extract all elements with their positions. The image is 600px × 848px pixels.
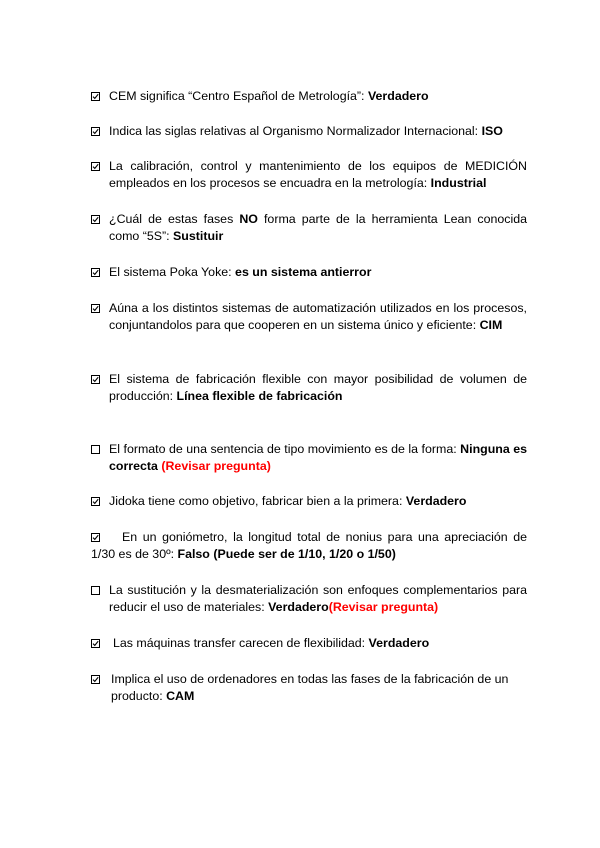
answer: Sustituir [173, 229, 224, 243]
question-item [91, 635, 527, 652]
checked-checkbox-icon [91, 215, 100, 224]
answer: Ninguna es correcta [109, 442, 528, 473]
question-text [109, 88, 527, 105]
answer: Verdadero [268, 600, 329, 614]
question-item [91, 582, 527, 616]
question-statement: Jidoka tiene como objetivo, fabricar bien a la primera: [109, 494, 406, 508]
question-statement: La calibración, control y mantenimiento de los equipos de MEDICIÓN empleados en los procesos se encuadra en la metrología: [109, 159, 527, 190]
question-text [109, 300, 527, 334]
question-statement: La sustitución y la desmaterialización son enfoques complementarios para reducir el uso de materiales: [109, 583, 527, 614]
question-item [91, 88, 527, 105]
question-statement: En un goniómetro, la longitud total de nonius para una apreciación de 1/30 es de 30º: [91, 530, 527, 561]
question-statement: Aúna a los distintos sistemas de automatización utilizados en los procesos, conjuntandolos para que cooperen en un sistema único y eficiente: [109, 301, 527, 332]
question-text [113, 635, 527, 652]
answer: Falso (Puede ser de 1/10, 1/20 o 1/50) [177, 547, 396, 561]
question-text [109, 371, 527, 405]
question-item [91, 529, 527, 563]
question-statement: Las máquinas transfer carecen de flexibilidad: [113, 636, 369, 650]
answer: ISO [481, 124, 503, 138]
question-text [109, 211, 527, 245]
checked-checkbox-icon [91, 127, 100, 136]
review-note: (Revisar pregunta) [161, 459, 271, 473]
question-item [91, 300, 527, 334]
checked-checkbox-icon [91, 375, 100, 384]
answer: Verdadero [368, 636, 430, 650]
answer: Industrial [430, 176, 487, 190]
question-item [91, 441, 527, 475]
question-statement: CEM significa “Centro Español de Metrología”: [109, 89, 368, 103]
question-statement: El sistema Poka Yoke: [109, 265, 236, 279]
question-item [91, 264, 527, 281]
question-text [91, 529, 527, 563]
question-statement: forma parte de la herramienta Lean conocida como “5S”: [109, 212, 527, 243]
checked-checkbox-icon [91, 533, 100, 542]
question-statement: Indica las siglas relativas al Organismo Normalizador Internacional: [109, 124, 482, 138]
question-item [91, 123, 527, 140]
question-statement: El sistema de fabricación flexible con mayor posibilidad de volumen de producción: [109, 372, 527, 403]
checked-checkbox-icon [91, 675, 100, 684]
question-item [91, 493, 527, 510]
question-text [109, 264, 527, 281]
review-note: (Revisar pregunta) [328, 600, 439, 614]
question-item [91, 671, 521, 705]
checked-checkbox-icon [91, 92, 100, 101]
question-statement: ¿Cuál de estas fases [109, 212, 240, 226]
unchecked-checkbox-icon [91, 445, 100, 454]
answer: Verdadero [367, 89, 429, 103]
question-item [91, 371, 527, 405]
question-item [91, 211, 527, 245]
question-text [111, 671, 521, 705]
checked-checkbox-icon [91, 268, 100, 277]
checked-checkbox-icon [91, 304, 100, 313]
question-text [109, 123, 527, 140]
question-text [109, 493, 527, 510]
answer: Verdadero [405, 494, 467, 508]
answer: CAM [166, 689, 195, 703]
emphasis: NO [239, 212, 258, 226]
question-statement: El formato de una sentencia de tipo movimiento es de la forma: [109, 442, 461, 456]
answer: es un sistema antierror [235, 265, 372, 279]
question-item [91, 158, 527, 192]
checked-checkbox-icon [91, 497, 100, 506]
question-text [109, 158, 527, 192]
unchecked-checkbox-icon [91, 586, 100, 595]
question-statement: Implica el uso de ordenadores en todas las fases de la fabricación de un producto: [111, 672, 509, 703]
checked-checkbox-icon [91, 639, 100, 648]
question-text [109, 441, 527, 475]
answer: Línea flexible de fabricación [176, 389, 343, 403]
checked-checkbox-icon [91, 162, 100, 171]
question-text [109, 582, 527, 616]
answer: CIM [479, 318, 503, 332]
